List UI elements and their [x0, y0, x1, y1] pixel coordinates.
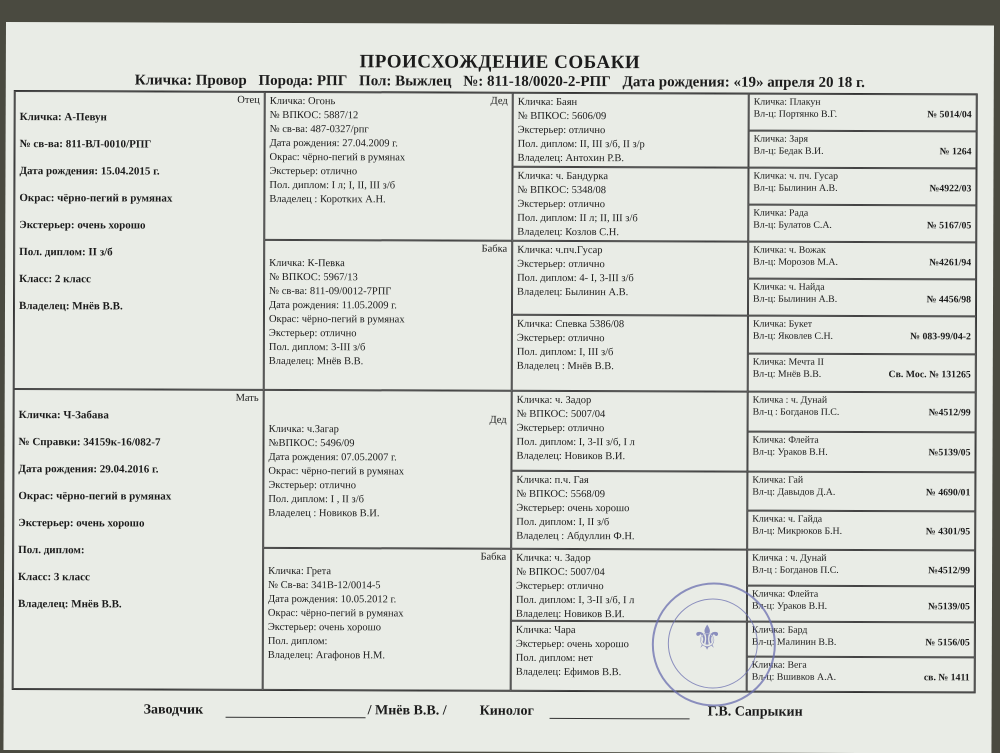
dog-breed: Порода: РПГ [258, 72, 348, 90]
field-line: Кличка: ч. Задор [516, 394, 592, 407]
ancestor-number: № 4456/98 [926, 294, 972, 306]
field-line: Экстерьер: отлично [516, 422, 605, 435]
role-label: Отец [237, 94, 260, 106]
ancestor-number: №4261/94 [929, 257, 972, 269]
kinolog-signature-line [550, 718, 690, 719]
ancestor-4th-gen-cell [748, 242, 976, 280]
field-line: № св-ва: 811-ВЛ-0010/РПГ [19, 138, 152, 151]
granddam-paternal [264, 240, 513, 391]
field-line: Класс: 3 класс [18, 571, 90, 584]
role-label: Дед [490, 95, 508, 107]
dog-birthdate: Дата рождения: «19» апреля 20 18 г. [622, 74, 865, 91]
ancestor-name: Кличка: Букет [752, 318, 813, 330]
ancestor-number: №4922/03 [929, 183, 972, 195]
ancestor-4th-gen-cell [747, 657, 975, 693]
breeder-label: Заводчик [143, 702, 204, 718]
ancestor-number: № 5167/05 [926, 220, 972, 232]
ancestor-number: № 4301/95 [925, 526, 971, 538]
field-line: Кличка: К-Певка [269, 257, 345, 270]
ancestor-number: № 5014/04 [927, 109, 972, 121]
ancestor-name: Кличка: ч. Найда [753, 281, 825, 293]
field-line: Класс: 2 класс [19, 273, 91, 286]
mother-cell [13, 389, 264, 690]
kinolog-name: Г.В. Сапрыкин [707, 704, 803, 720]
granddam-maternal [263, 548, 511, 691]
ancestor-4th-gen-cell [747, 550, 975, 587]
field-line: № ВПКОС: 5348/08 [517, 184, 607, 197]
ancestor-name: Кличка: Вега [751, 659, 807, 671]
ancestor-name: Кличка: Гай [752, 474, 804, 486]
ancestor-number: № 083-99/04-2 [910, 331, 971, 343]
ancestor-name: Кличка: Мечта II [752, 356, 824, 368]
field-line: Окрас: чёрно-пегий в румянах [18, 490, 172, 503]
ancestor-4th-gen-cell [748, 205, 976, 243]
field-line: Кличка: Чара [515, 624, 576, 636]
ancestor-number: № 1264 [939, 146, 972, 158]
signature-row [4, 702, 992, 720]
ancestor-4th-gen-cell [747, 586, 975, 623]
field-line: Владелец: Мнёв В.В. [18, 300, 123, 313]
field-line: Кличка: ч. Задор [516, 552, 591, 565]
ancestor-owner: Вл-ц: Вшивков А.А. [751, 671, 837, 683]
field-line: Кличка: ч.Загар [268, 423, 339, 436]
great-grandparent-cell [512, 315, 748, 392]
field-line: № ВПКОС: 5568/09 [516, 488, 606, 501]
field-line: Окрас: чёрно-пегий в румянах [267, 607, 404, 620]
field-line: Пол. диплом: нет [515, 652, 593, 665]
ancestor-4th-gen-cell [748, 279, 976, 317]
grandsire-paternal [264, 92, 513, 241]
field-line: Пол. диплом: II, III з/б, II з/р [517, 138, 645, 151]
ancestor-number: св. № 1411 [923, 672, 970, 684]
ancestor-name: Кличка: Флейта [751, 588, 819, 600]
ancestor-name: Кличка : ч. Дунай [752, 552, 827, 564]
field-line: Дата рождения: 29.04.2016 г. [18, 463, 159, 476]
field-line: Кличка: Спевка 5386/08 [516, 318, 625, 331]
breeder-signature-line [226, 717, 366, 718]
round-seal-icon: ⚜ [652, 582, 776, 706]
field-line: Дата рождения: 27.04.2009 г. [269, 137, 398, 150]
field-line: Пол. диплом: I л; I, II, III з/б [269, 179, 396, 192]
field-line: Экстерьер: отлично [516, 332, 605, 345]
grandsire-maternal [263, 390, 512, 549]
breeder-name: / Мнёв В.В. / [367, 703, 447, 719]
father-cell [14, 91, 265, 390]
ancestor-owner: Вл-ц: Былинин А.В. [753, 293, 838, 305]
field-line: Пол. диплом: I , II з/б [268, 493, 364, 506]
field-line: Владелец: Козлов С.Н. [517, 226, 620, 239]
field-line: Экстерьер: очень хорошо [516, 502, 630, 515]
field-line: Экстерьер: отлично [516, 580, 604, 593]
field-line: № Справки: 34159к-16/082-7 [18, 436, 161, 449]
field-line: Кличка: п.ч. Гая [516, 474, 589, 487]
ancestor-4th-gen-cell [747, 472, 975, 512]
ancestor-owner: Вл-ц: Ураков В.Н. [751, 600, 828, 612]
document-title: ПРОИСХОЖДЕНИЕ СОБАКИ [359, 51, 641, 74]
field-line: Экстерьер: отлично [517, 258, 605, 271]
ancestor-4th-gen-cell [748, 131, 976, 169]
ancestor-number: №5139/05 [928, 447, 971, 459]
field-line: Дата рождения: 15.04.2015 г. [19, 165, 160, 178]
field-line: №ВПКОС: 5496/09 [268, 437, 355, 450]
pedigree-table [12, 90, 978, 693]
field-line: Дата рождения: 11.05.2009 г. [268, 299, 397, 312]
role-label: Дед [489, 414, 507, 426]
ancestor-4th-gen-cell [747, 622, 975, 658]
field-line: Окрас: чёрно-пегий в румянах [268, 313, 405, 326]
dog-header [6, 72, 994, 92]
great-grandparent-cell [511, 471, 747, 550]
ancestor-name: Кличка: ч. Вожак [753, 244, 826, 256]
field-line: Экстерьер: отлично [268, 479, 357, 492]
field-line: Владелец: Былинин А.В. [517, 286, 629, 299]
ancestor-owner: Вл-ц: Булатов С.А. [753, 219, 832, 231]
field-line: № ВПКОС: 5887/12 [269, 109, 359, 122]
field-line: Экстерьер: отлично [517, 198, 606, 211]
field-line: Экстерьер: очень хорошо [19, 219, 146, 232]
kinolog-label: Кинолог [479, 703, 534, 719]
field-line: Пол. диплом: [267, 635, 328, 648]
field-line: Дата рождения: 07.05.2007 г. [268, 451, 397, 464]
ancestor-owner: Вл-ц: Портянко В.Г. [753, 108, 838, 120]
field-line: Кличка: ч. Бандурка [517, 170, 609, 183]
ancestor-4th-gen-cell [748, 168, 976, 206]
ancestor-name: Кличка: ч. пч. Гусар [753, 170, 839, 182]
ancestor-number: № 5156/05 [925, 637, 970, 649]
field-line: Владелец : Новиков В.И. [268, 507, 380, 520]
field-line: Пол. диплом: II з/б [19, 246, 113, 259]
ancestor-name: Кличка : ч. Дунай [752, 394, 828, 406]
field-line: Экстерьер: очень хорошо [267, 621, 381, 634]
field-line: Пол. диплом: I, 3-II з/б, I л [515, 594, 635, 607]
field-line: № Св-ва: 341В-12/0014-5 [268, 579, 381, 592]
field-line: Окрас: чёрно-пегий в румянах [269, 151, 406, 164]
ancestor-4th-gen-cell [748, 316, 976, 355]
ancestor-owner: Вл-ц: Бедак В.И. [753, 145, 824, 157]
field-line: Экстерьер: отлично [517, 124, 606, 137]
field-line: № ВПКОС: 5007/04 [516, 566, 605, 579]
field-line: Пол. диплом: 4- I, 3-III з/б [517, 272, 634, 285]
ancestor-4th-gen-cell [748, 392, 976, 433]
ancestor-4th-gen-cell [748, 354, 976, 393]
ancestor-name: Кличка: ч. Гайда [752, 513, 823, 525]
role-label: Бабка [480, 551, 507, 563]
field-line: Пол. диплом: 3-III з/б [268, 341, 366, 354]
ancestor-number: №4512/99 [928, 407, 971, 419]
field-line: Владелец: Новиков В.И. [515, 608, 625, 621]
field-line: Окрас: чёрно-пегий в румянах [268, 465, 405, 478]
field-line: Кличка: Грета [268, 565, 332, 578]
field-line: Владелец: Ефимов В.В. [515, 666, 622, 679]
role-label: Мать [235, 392, 259, 404]
ancestor-number: №5139/05 [927, 601, 970, 613]
ancestor-name: Кличка: Рада [753, 207, 809, 219]
ancestor-owner: Вл-ц: Яковлев С.Н. [752, 330, 834, 342]
field-line: Окрас: чёрно-пегий в румянах [19, 192, 173, 205]
ancestor-name: Кличка: Бард [751, 624, 808, 636]
ancestor-owner: Вл-ц: Былинин А.В. [753, 182, 838, 194]
ancestor-owner: Вл-ц : Богданов П.С. [752, 406, 840, 418]
field-line: Экстерьер: очень хорошо [515, 638, 629, 651]
ancestor-owner: Вл-ц: Морозов М.А. [753, 256, 838, 268]
field-line: Кличка: Огонь [269, 95, 336, 108]
field-line: Владелец: Мнёв В.В. [17, 598, 122, 611]
great-grandparent-cell [512, 241, 748, 316]
field-line: Кличка: Баян [517, 96, 578, 108]
ancestor-number: Св. Мос. № 131265 [888, 369, 971, 381]
ancestor-4th-gen-cell [747, 432, 975, 473]
role-label: Бабка [481, 243, 508, 255]
pedigree-document [3, 22, 994, 753]
field-line: Кличка: Ч-Забава [18, 409, 109, 422]
great-grandparent-cell [511, 391, 747, 472]
field-line: № ВПКОС: 5007/04 [516, 408, 606, 421]
field-line: Пол. диплом: I, III з/б [516, 346, 614, 359]
field-line: Пол. диплом: II л; II, III з/б [517, 212, 638, 225]
ancestor-owner: Вл-ц: Давыдов Д.А. [752, 486, 836, 498]
ancestor-4th-gen-cell [747, 511, 975, 551]
ancestor-owner: Вл-ц : Богданов П.С. [752, 564, 839, 576]
dog-name: Кличка: Провор [134, 72, 247, 89]
ancestor-number: № 4690/01 [925, 487, 971, 499]
field-line: № ВПКОС: 5606/09 [517, 110, 607, 123]
field-line: Пол. диплом: I, II з/б [516, 516, 610, 529]
ancestor-number: №4512/99 [928, 565, 971, 577]
great-grandparent-cell [512, 93, 748, 168]
field-line: Владелец : Коротких А.Н. [269, 193, 386, 206]
ancestor-owner: Вл-ц: Мнёв В.В. [752, 368, 822, 380]
field-line: Владелец: Агафонов Н.М. [267, 649, 386, 662]
field-line: Пол. диплом: [18, 544, 85, 557]
dog-number: №: 811-18/0020-2-РПГ [463, 73, 611, 91]
field-line: Пол. диплом: I, 3-II з/б, I л [516, 436, 635, 449]
field-line: Дата рождения: 10.05.2012 г. [267, 593, 397, 606]
ancestor-owner: Вл-ц: Ураков В.Н. [752, 446, 828, 458]
ancestor-name: Кличка: Заря [753, 133, 809, 145]
field-line: Владелец : Мнёв В.В. [516, 360, 614, 373]
ancestor-name: Кличка: Флейта [752, 434, 819, 446]
field-line: Экстерьер: очень хорошо [18, 517, 145, 530]
ancestor-4th-gen-cell [749, 94, 977, 132]
field-line: Владелец: Новиков В.И. [516, 450, 626, 463]
field-line: № св-ва: 487-0327/рпг [269, 123, 369, 136]
field-line: Кличка: ч.пч.Гусар [517, 244, 603, 257]
ancestor-owner: Вл-ц: Малинин В.В. [751, 636, 837, 648]
field-line: Владелец: Антохин Р.В. [517, 152, 625, 165]
field-line: Владелец : Абдуллин Ф.Н. [516, 530, 635, 543]
field-line: № св-ва: 811-09/0012-7РПГ [269, 285, 392, 298]
field-line: Владелец: Мнёв В.В. [268, 355, 364, 368]
field-line: Экстерьер: отлично [269, 165, 358, 178]
great-grandparent-cell [512, 167, 748, 242]
dog-sex: Пол: Выжлец [359, 73, 452, 90]
field-line: Кличка: А-Певун [19, 111, 107, 124]
ancestor-name: Кличка: Плакун [753, 96, 821, 108]
ancestor-owner: Вл-ц: Микрюков Б.Н. [752, 525, 843, 537]
field-line: № ВПКОС: 5967/13 [269, 271, 358, 284]
field-line: Экстерьер: отлично [268, 327, 357, 340]
